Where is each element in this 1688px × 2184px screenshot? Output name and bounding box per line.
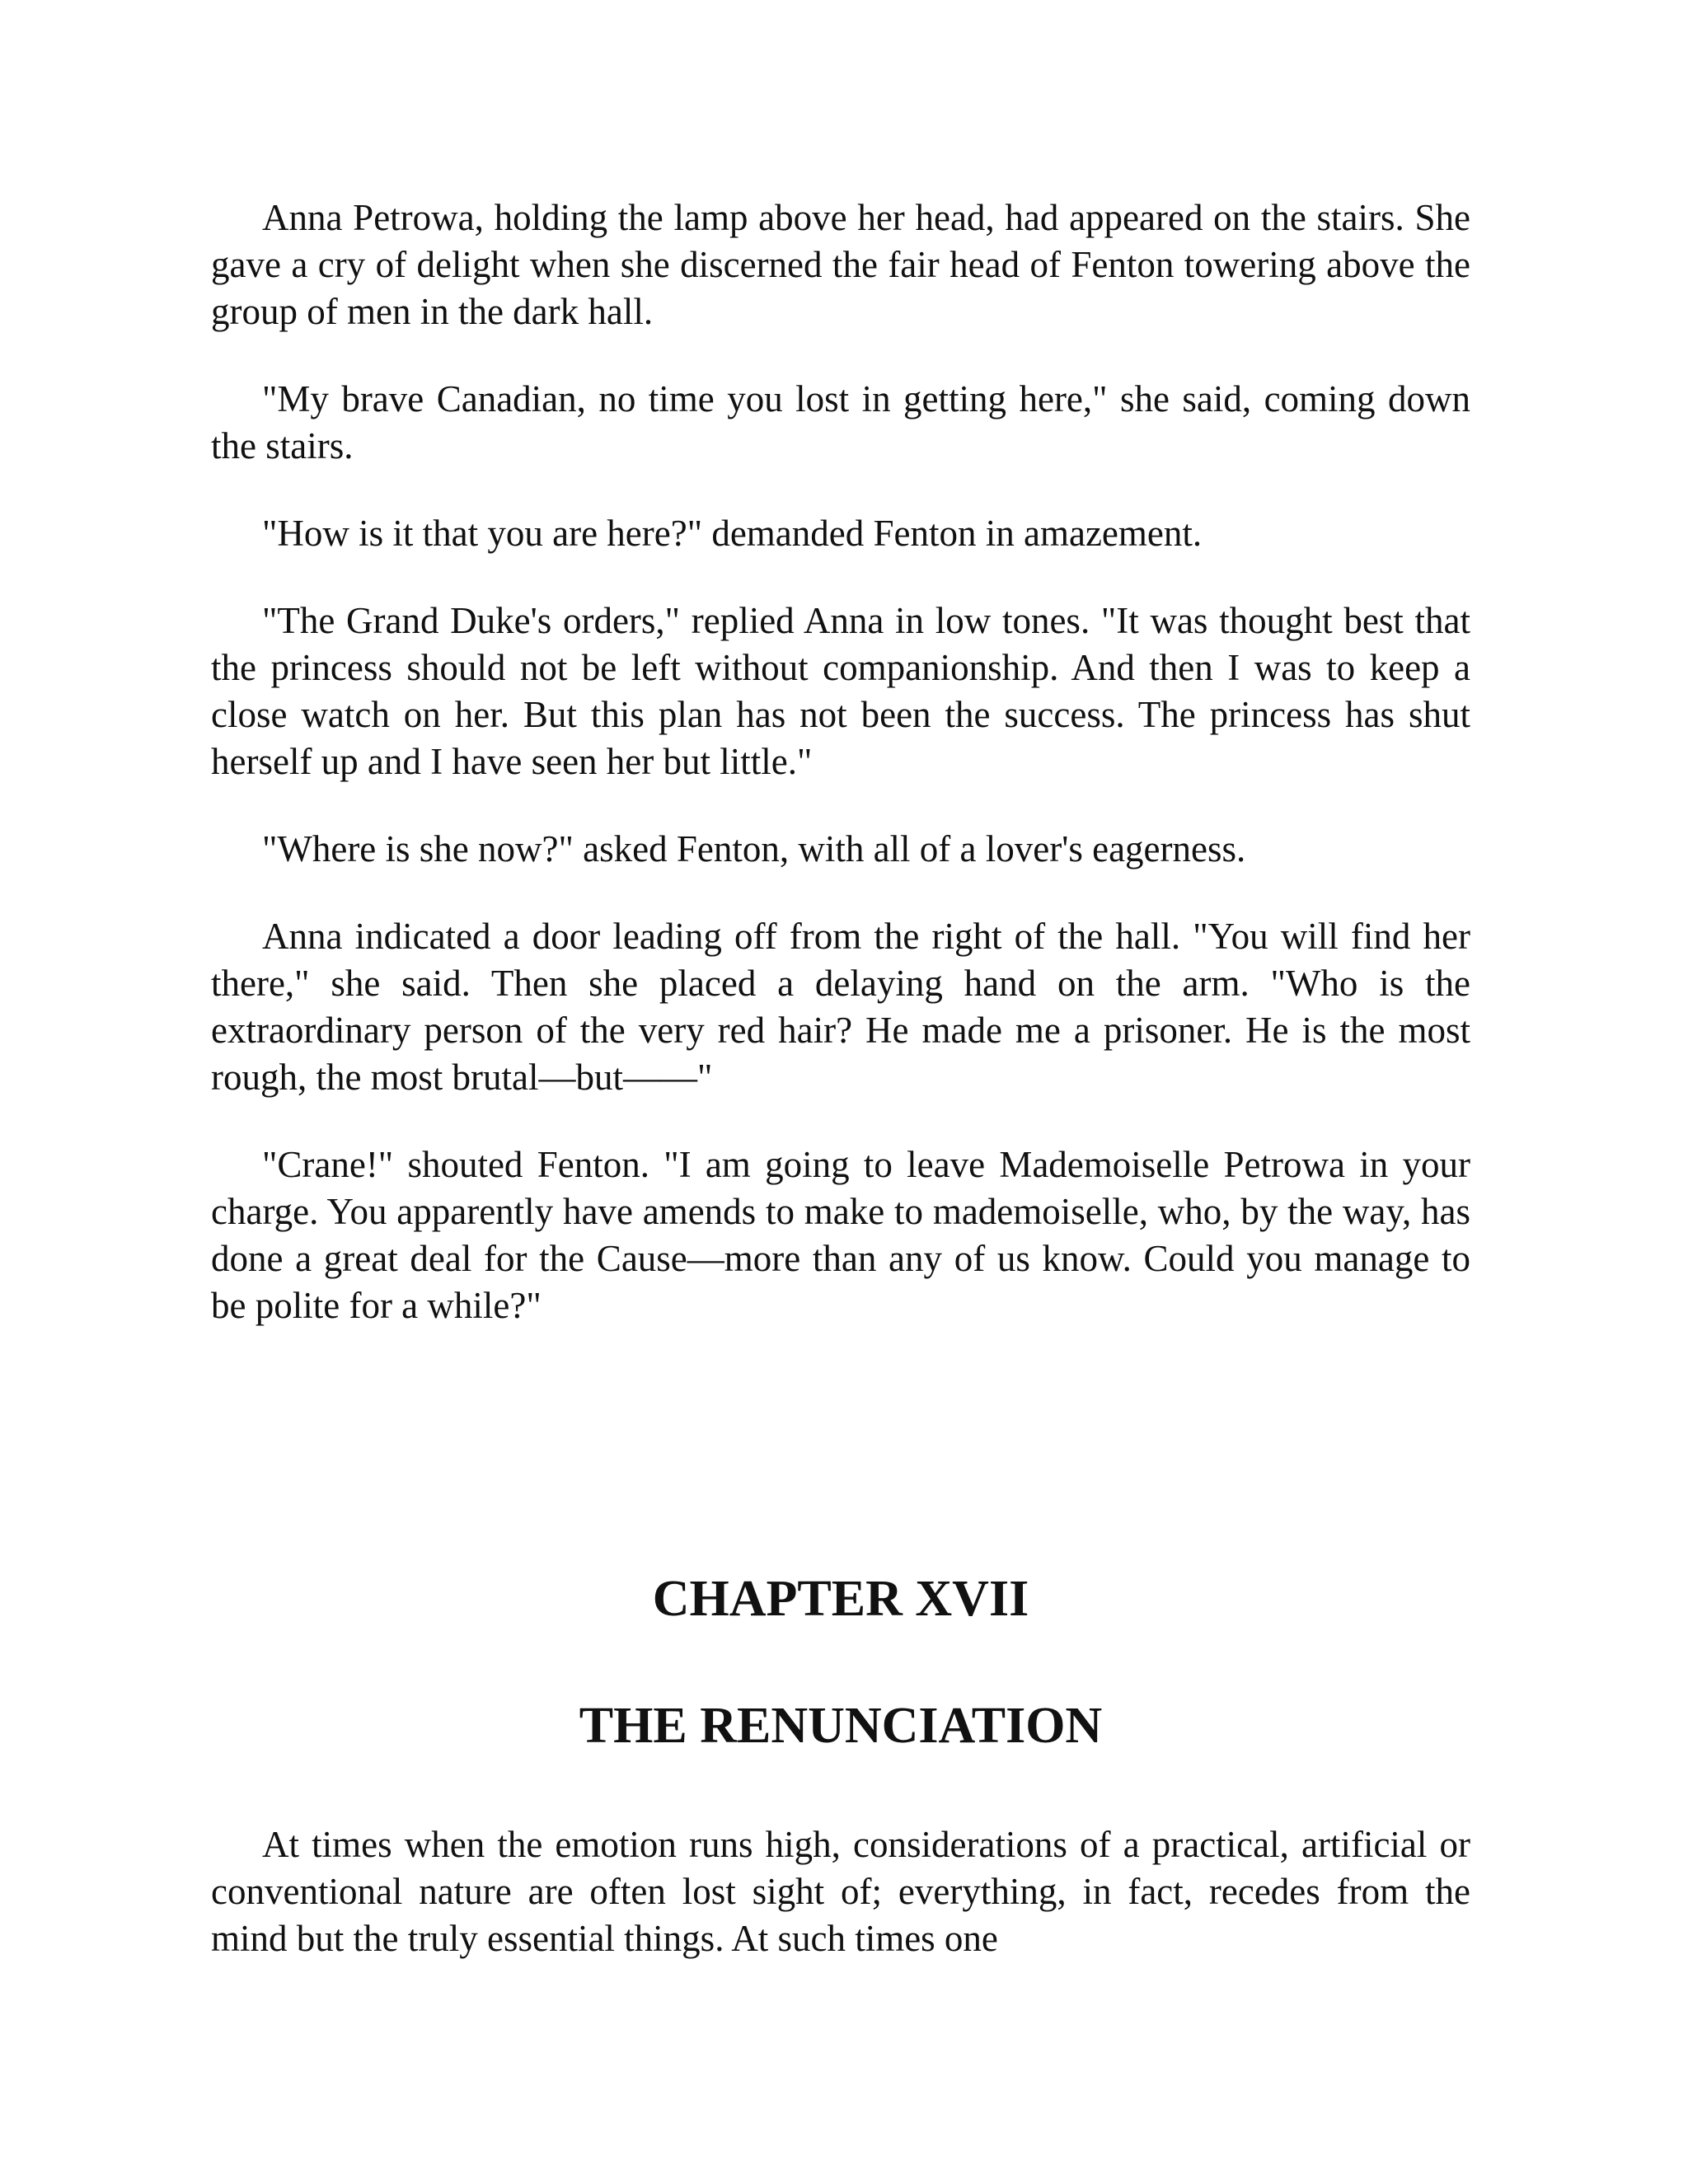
chapter-title: THE RENUNCIATION [579, 1698, 1103, 1754]
paragraph: Anna Petrowa, holding the lamp above her head, had appeared on the stairs. She gave a cry of delight when she discerned the fair head of Fenton towering above the group of men in the dark hall. [211, 197, 1470, 332]
text-body-bottom [211, 1821, 1470, 2003]
paragraph: "The Grand Duke's orders," replied Anna in low tones. "It was thought best that the princess should not be left without companionship. And then I was to keep a close watch on her. But this plan has not been the success. The princess has shut herself up and I have seen her but little." [211, 600, 1470, 782]
paragraph: Anna indicated a door leading off from the right of the hall. "You will find her there," she said. Then she placed a delaying hand on the arm. "Who is the extraordinary person of the very red hair? He made me a prisoner. He is the most rough, the most brutal—but——" [211, 916, 1470, 1098]
paragraph: "My brave Canadian, no time you lost in getting here," she said, coming down the stairs. [211, 378, 1470, 466]
paragraph: "Crane!" shouted Fenton. "I am going to leave Mademoiselle Petrowa in your charge. You apparently have amends to make to mademoiselle, who, by the way, has done a great deal for the Cause—more than any of us know. Could you manage to be polite for a while?" [211, 1144, 1470, 1326]
chapter-number: CHAPTER XVII [652, 1571, 1029, 1627]
paragraph: "Where is she now?" asked Fenton, with all of a lover's eagerness. [262, 828, 1246, 869]
text-body-top [211, 194, 1470, 1329]
paragraph: "How is it that you are here?" demanded Fenton in amazement. [262, 513, 1203, 554]
paragraph: At times when the emotion runs high, considerations of a practical, artificial or conventional nature are often lost sight of; everything, in fact, recedes from the mind but the truly essential things. At such times one [211, 1824, 1470, 1959]
